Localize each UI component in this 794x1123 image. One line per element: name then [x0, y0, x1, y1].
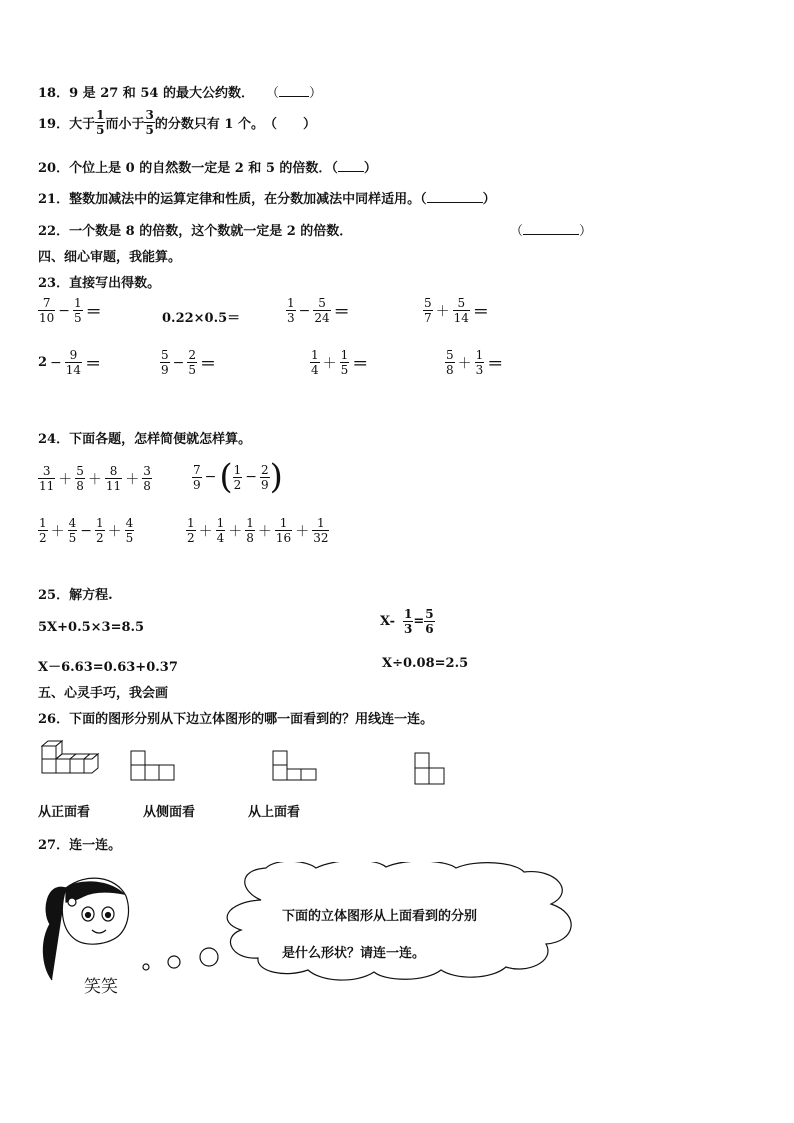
question-19: 19． 大于 $\frac{1}{5}$ 而小于 $\frac{3}{5}$ 的分数只有 1 个。 （ ）: [38, 108, 316, 137]
equation-3: X－6.63=0.63+0.37: [38, 660, 178, 675]
question-24-title: 24．下面各题，怎样简便就怎样算。: [38, 432, 252, 447]
expr-24-3: $\frac{1}{2}$ ＋ $\frac{4}{5}$ − $\frac{1}{2}$ ＋ $\frac{4}{5}$: [39, 516, 134, 545]
question-25-title: 25．解方程.: [38, 588, 113, 603]
question-23-title: 23．直接写出得数。: [38, 276, 161, 291]
top-view-shape[interactable]: [272, 750, 320, 784]
question-22: 22．一个数是 8 的倍数，这个数就一定是 2 的倍数．: [38, 224, 353, 239]
calc-23-2: 0.22×0.5＝: [162, 311, 241, 326]
calc-23-3: $\frac{1}{3}$ − $\frac{5}{24}$ ＝: [287, 296, 350, 325]
section-5-heading: 五、心灵手巧，我会画: [38, 686, 169, 701]
solid-figure[interactable]: [38, 740, 102, 784]
section-4-heading: 四、细心审题，我能算。: [38, 250, 182, 265]
view-label-front[interactable]: 从正面看: [38, 805, 91, 820]
answer-blank-21[interactable]: [427, 190, 483, 203]
expr-24-1: $\frac{3}{11}$ ＋ $\frac{5}{8}$ ＋ $\frac{8}{11}$ ＋ $\frac{3}{8}$: [39, 464, 151, 493]
question-26-title: 26．下面的图形分别从下边立体图形的哪一面看到的？用线连一连。: [38, 712, 434, 727]
view-label-top[interactable]: 从上面看: [248, 805, 301, 820]
equation-1: 5X+0.5×3=8.5: [38, 620, 145, 635]
front-view-shape[interactable]: [130, 750, 178, 784]
expr-24-4: $\frac{1}{2}$ ＋ $\frac{1}{4}$ ＋ $\frac{1}{8}$ ＋ $\frac{1}{16}$ ＋ $\frac{1}{32}$: [187, 516, 329, 545]
calc-23-5: 2 − $\frac{9}{14}$ ＝: [38, 348, 102, 377]
answer-paren-18[interactable]: （ ）: [266, 86, 323, 101]
expr-24-2: $\frac{7}{9}$ − ( $\frac{1}{2}$ − $\frac{2}{9}$ ): [193, 457, 283, 497]
answer-paren-19[interactable]: （ ）: [263, 117, 316, 132]
bubble-text-line-1: 下面的立体图形从上面看到的分别: [282, 909, 478, 924]
equation-4: X÷0.08=2.5: [382, 656, 469, 671]
question-21: 21．整数加减法中的运算定律和性质，在分数加减法中同样适用。（ ）: [38, 192, 496, 207]
calc-23-7: $\frac{1}{4}$ ＋ $\frac{1}{5}$ ＝: [311, 348, 369, 377]
girl-illustration: [43, 878, 128, 980]
question-27-title: 27．连一连。: [38, 838, 122, 853]
fraction: $\frac{3}{5}$: [145, 108, 154, 137]
equation-2: X- $\frac{1}{3}$ = $\frac{5}{6}$: [380, 607, 434, 636]
answer-paren-22[interactable]: （ ）: [510, 224, 593, 239]
question-20: 20．个位上是 0 的自然数一定是 2 和 5 的倍数．（ ）: [38, 161, 377, 176]
calc-23-1: $\frac{7}{10}$ − $\frac{1}{5}$ ＝: [39, 296, 102, 325]
bubble-text-line-2: 是什么形状？请连一连。: [282, 946, 426, 961]
fraction: $\frac{1}{5}$: [96, 108, 105, 137]
calc-23-8: $\frac{5}{8}$ ＋ $\frac{1}{3}$ ＝: [446, 348, 504, 377]
calc-23-4: $\frac{5}{7}$ ＋ $\frac{5}{14}$ ＝: [424, 296, 489, 325]
calc-23-6: $\frac{5}{9}$ − $\frac{2}{5}$ ＝: [161, 348, 217, 377]
view-label-side[interactable]: 从侧面看: [143, 805, 196, 820]
question-18: 18．9 是 27 和 54 的最大公约数．: [38, 86, 254, 101]
illustration-girl-thought-bubble: [36, 862, 596, 996]
side-view-shape[interactable]: [414, 752, 448, 788]
answer-blank-20[interactable]: [338, 159, 364, 172]
girl-name-label: 笑笑: [84, 977, 118, 997]
